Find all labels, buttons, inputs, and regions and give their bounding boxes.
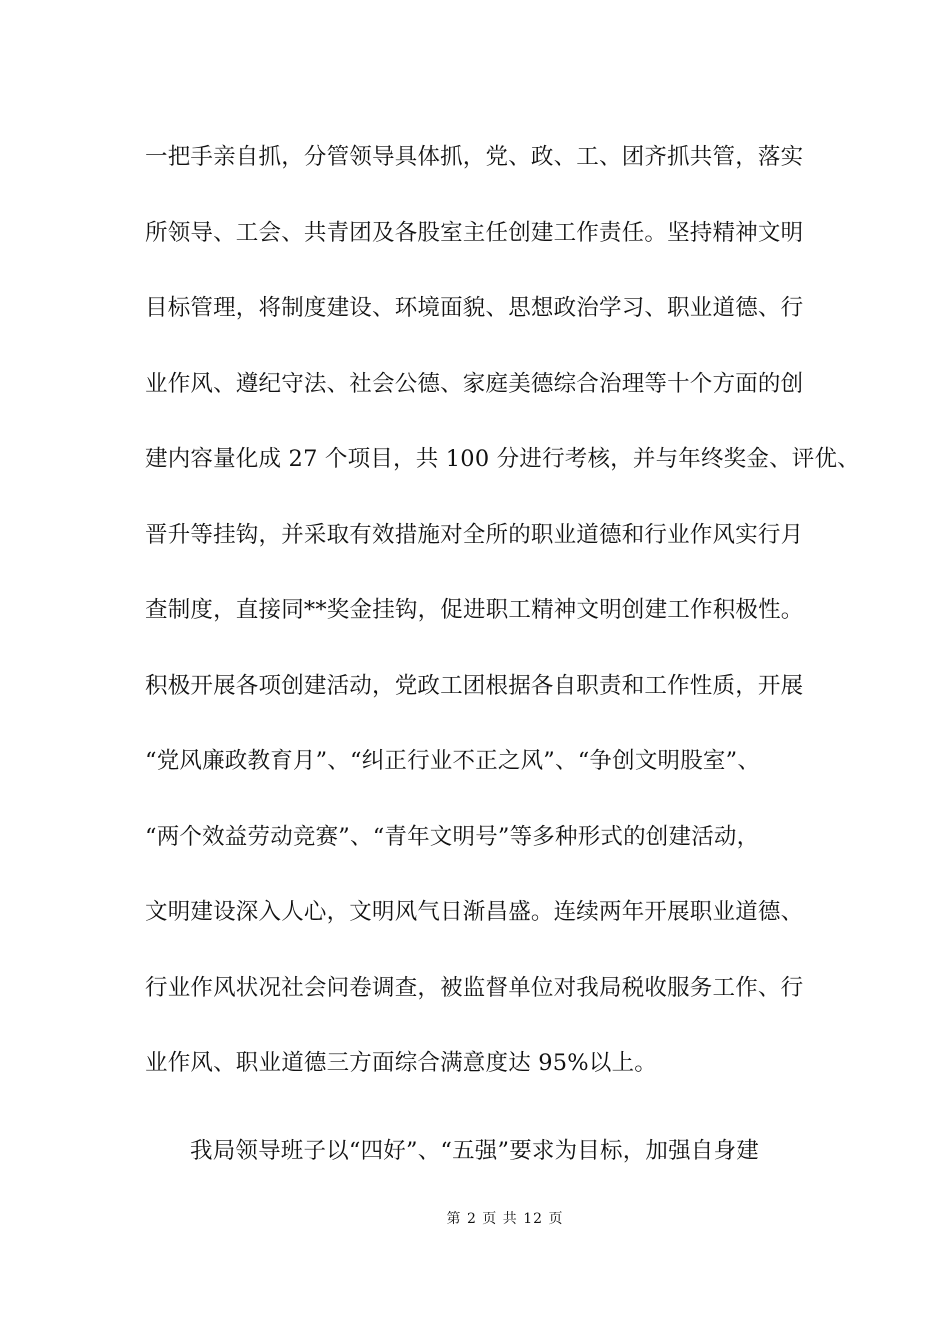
text-line-4: 业作风、遵纪守法、社会公德、家庭美德综合治理等十个方面的创: [145, 370, 804, 397]
next-paragraph-line: 我局领导班子以“四好”、“五强”要求为目标，加强自身建: [190, 1137, 759, 1164]
text-line-12: 行业作风状况社会问卷调查，被监督单位对我局税收服务工作、行: [145, 974, 804, 1001]
page-footer: 第 2 页 共 12 页: [446, 1211, 564, 1227]
text-line-11: 文明建设深入人心，文明风气日渐昌盛。连续两年开展职业道德、: [145, 899, 804, 925]
text-line-8: 积极开展各项创建活动，党政工团根据各自职责和工作性质，开展: [145, 672, 804, 699]
text-line-3: 目标管理，将制度建设、环境面貌、思想政治学习、职业道德、行: [145, 295, 804, 321]
text-line-1: 一把手亲自抓，分管领导具体抓，党、政、工、团齐抓共管，落实: [145, 144, 804, 170]
text-line-6: 晋升等挂钩，并采取有效措施对全所的职业道德和行业作风实行月: [145, 521, 804, 548]
body-text: [145, 135, 860, 1204]
text-line-9: “党风廉政教育月”、“纠正行业不正之风”、“争创文明股室”、: [145, 748, 761, 774]
text-line-2: 所领导、工会、共青团及各股室主任创建工作责任。坚持精神文明: [145, 219, 804, 246]
text-line-10: “两个效益劳动竞赛”、“青年文明号”等多种形式的创建活动，: [145, 823, 760, 850]
text-line-7: 查制度，直接同**奖金挂钩，促进职工精神文明创建工作积极性。: [145, 597, 804, 623]
text-line-13: 业作风、职业道德三方面综合满意度达 95%以上。: [145, 1050, 657, 1076]
text-line-5: 建内容量化成 27 个项目，共 100 分进行考核，并与年终奖金、评优、: [145, 446, 860, 472]
paragraph-gap: [145, 1117, 845, 1129]
